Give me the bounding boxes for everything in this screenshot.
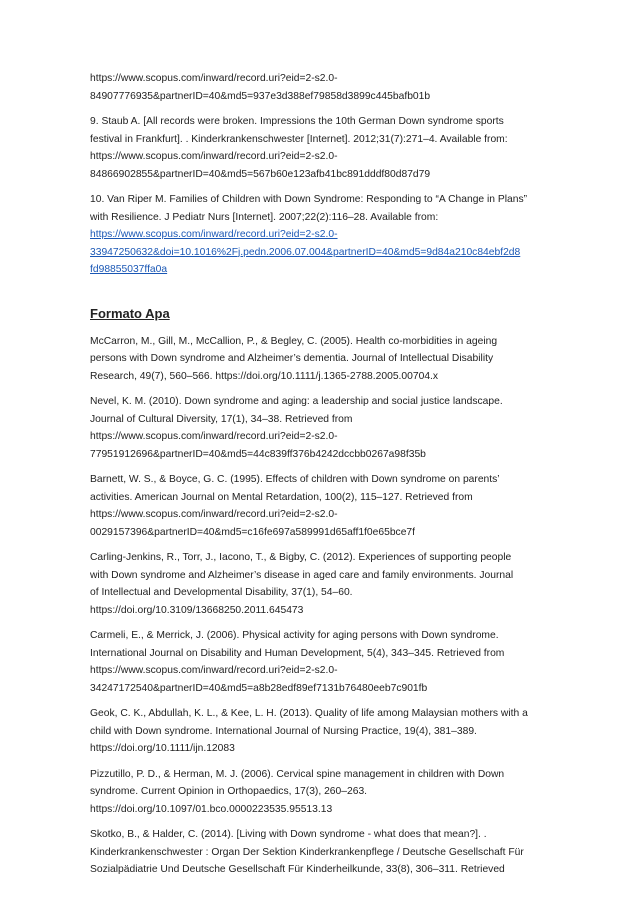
reference-line: syndrome. Current Opinion in Orthopaedics, 17(3), 260–263. [90,786,368,797]
reference-line: Pizzutillo, P. D., & Herman, M. J. (2006). Cervical spine management in children with Down [90,768,505,780]
reference-line: of Intellectual and Developmental Disability, 37(1), 54–60. [90,587,353,598]
reference-line: Barnett, W. S., & Boyce, G. C. (1995). Effects of children with Down syndrome on parents’ [90,474,500,485]
reference-entry [90,627,560,697]
reference-line: 84907776935&partnerID=40&md5=937e3d388ef79858d3899c445bafb01b [90,90,431,102]
reference-list-apa [90,333,560,879]
reference-line: with Resilience. J Pediatr Nurs [Internet]. 2007;22(2):116–28. Available from: [90,211,439,223]
reference-entry [90,393,560,463]
reference-line: International Journal on Disability and Human Development, 5(4), 343–345. Retrieved from [90,647,505,659]
reference-line: child with Down syndrome. International Journal of Nursing Practice, 19(4), 381–389. [90,725,477,737]
reference-line: 9. Staub A. [All records were broken. Impressions the 10th German Down syndrome sports [90,116,504,127]
reference-line: 84866902855&partnerID=40&md5=567b60e123afb41bc891dddf80d87d79 [90,168,431,180]
reference-line: https://www.scopus.com/inward/record.uri?eid=2-s2.0- [90,509,338,520]
reference-line: festival in Frankfurt]. . Kinderkrankenschwester [Internet]. 2012;31(7):271–4. Available from: [90,133,508,145]
reference-line: https://www.scopus.com/inward/record.uri?eid=2-s2.0- [90,665,338,676]
reference-line: 0029157396&partnerID=40&md5=c16fe697a589991d65aff1f0e65bce7f [90,526,416,538]
reference-line: with Down syndrome and Alzheimer’s disease in aged care and family environments. Journal [90,569,514,581]
reference-list-numbered [90,70,560,279]
reference-entry [90,826,560,879]
reference-line: Journal of Cultural Diversity, 17(1), 34–38. Retrieved from [90,413,353,425]
reference-entry [90,471,560,541]
reference-line: 10. Van Riper M. Families of Children with Down Syndrome: Responding to “A Change in Plans” [90,194,528,205]
reference-line: activities. American Journal on Mental Retardation, 100(2), 115–127. Retrieved from [90,491,473,503]
document-page [90,70,560,887]
reference-line: McCarron, M., Gill, M., McCallion, P., & Begley, C. (2005). Health co-morbidities in ageing [90,335,498,347]
reference-line: Research, 49(7), 560–566. https://doi.org/10.1111/j.1365-2788.2005.00704.x [90,370,439,382]
reference-line: https://www.scopus.com/inward/record.uri?eid=2-s2.0- [90,151,338,162]
reference-line: persons with Down syndrome and Alzheimer’s dementia. Journal of Intellectual Disability [90,353,494,364]
reference-entry [90,113,560,183]
reference-line: https://doi.org/10.3109/13668250.2011.645473 [90,604,304,616]
reference-link[interactable]: 33947250632&doi=10.1016%2Fj.pedn.2006.07.004&partnerID=40&md5=9d84a210c84ebf2d8 [90,246,521,258]
reference-line: https://www.scopus.com/inward/record.uri?eid=2-s2.0- [90,431,338,442]
reference-line: 34247172540&partnerID=40&md5=a8b28edf89ef7131b76480eeb7c901fb [90,682,428,694]
reference-line: Kinderkrankenschwester : Organ Der Sektion Kinderkrankenpflege / Deutsche Gesellschaft Für [90,846,524,858]
reference-entry [90,705,560,758]
reference-line: Carling-Jenkins, R., Torr, J., Iacono, T., & Bigby, C. (2012). Experiences of supporting people [90,552,512,563]
reference-line: https://doi.org/10.1097/01.bco.0000223535.95513.13 [90,803,333,815]
reference-line: https://www.scopus.com/inward/record.uri?eid=2-s2.0- [90,73,338,84]
reference-entry [90,549,560,619]
reference-line: Geok, C. K., Abdullah, K. L., & Kee, L. H. (2013). Quality of life among Malaysian mothers with a [90,708,528,719]
reference-entry [90,333,560,386]
reference-line: https://doi.org/10.1111/ijn.12083 [90,743,235,754]
reference-line: 77951912696&partnerID=40&md5=44c839ff376b4242dccbb0267a98f35b [90,448,426,460]
reference-entry [90,191,560,279]
reference-link[interactable]: fd98855037ffa0a [90,264,168,275]
reference-line: Sozialpädiatrie Und Deutsche Gesellschaft Für Kinderheilkunde, 33(8), 306–311. Retrieved [90,864,505,875]
reference-entry [90,766,560,819]
reference-entry [90,70,560,105]
reference-line: Skotko, B., & Halder, C. (2014). [Living with Down syndrome - what does that mean?]. . [90,829,487,840]
reference-link[interactable]: https://www.scopus.com/inward/record.uri?eid=2-s2.0- [90,229,338,240]
section-heading: Formato Apa [90,305,170,321]
reference-line: Carmeli, E., & Merrick, J. (2006). Physical activity for aging persons with Down syndrome. [90,630,499,641]
reference-line: Nevel, K. M. (2010). Down syndrome and aging: a leadership and social justice landscape. [90,396,503,407]
